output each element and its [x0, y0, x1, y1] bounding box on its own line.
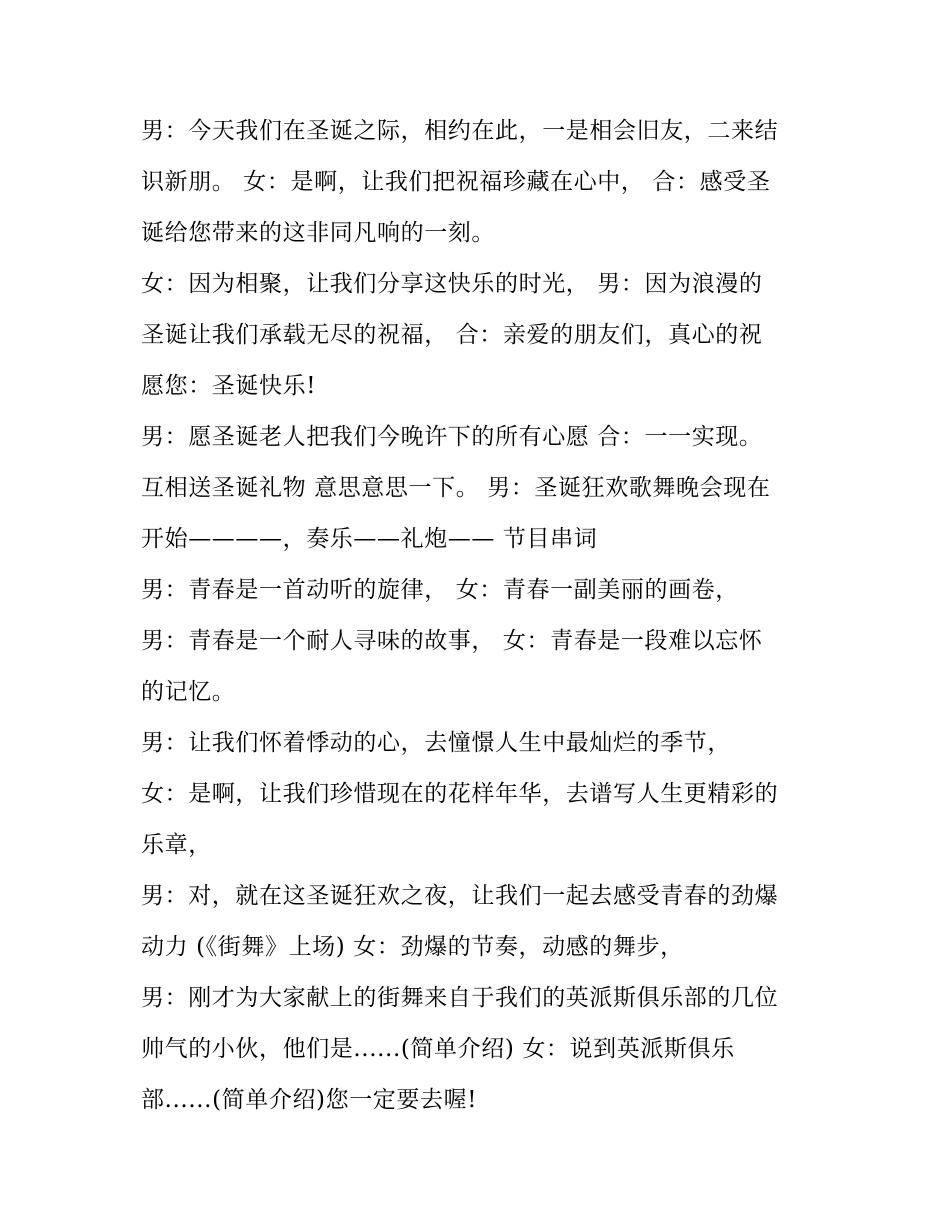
text-line: 男：今天我们在圣诞之际，相约在此，一是相会旧友，二来结 — [141, 118, 779, 144]
text-line: 男：让我们怀着悸动的心，去憧憬人生中最灿烂的季节， — [141, 730, 731, 756]
text-line: 的记忆。 — [141, 679, 236, 705]
text-line: 男：青春是一首动听的旋律， 女：青春一副美丽的画卷， — [141, 577, 739, 603]
text-line: 识新朋。 女：是啊，让我们把祝福珍藏在心中， 合：感受圣 — [141, 169, 771, 195]
text-line: 动力 (《街舞》上场) 女：劲爆的节奏，动感的舞步， — [141, 934, 684, 960]
text-line: 诞给您带来的这非同凡响的一刻。 — [141, 220, 495, 246]
text-line: 男：愿圣诞老人把我们今晚许下的所有心愿 合：一一实现。 — [141, 424, 763, 450]
text-line: 互相送圣诞礼物 意思意思一下。 男：圣诞狂欢歌舞晚会现在 — [141, 475, 771, 501]
text-line: 男：青春是一个耐人寻味的故事， 女：青春是一段难以忘怀 — [141, 628, 763, 654]
text-line: 愿您：圣诞快乐! — [141, 373, 317, 399]
text-line: 帅气的小伙，他们是......(简单介绍) 女：说到英派斯俱乐 — [141, 1036, 735, 1062]
text-line: 圣诞让我们承载无尽的祝福， 合：亲爱的朋友们，真心的祝 — [141, 322, 763, 348]
text-line: 女：是啊，让我们珍惜现在的花样年华，去谱写人生更精彩的 — [141, 781, 779, 807]
text-line: 男：对，就在这圣诞狂欢之夜，让我们一起去感受青春的劲爆 — [141, 883, 779, 909]
text-line: 乐章， — [141, 832, 212, 858]
document-body — [141, 108, 831, 1128]
text-line: 开始————，奏乐——礼炮—— 节目串词 — [141, 526, 598, 552]
text-line: 部......(简单介绍)您一定要去喔! — [141, 1087, 478, 1113]
text-line: 女：因为相聚，让我们分享这快乐的时光， 男：因为浪漫的 — [141, 271, 763, 297]
text-line: 男：刚才为大家献上的街舞来自于我们的英派斯俱乐部的几位 — [141, 985, 779, 1011]
